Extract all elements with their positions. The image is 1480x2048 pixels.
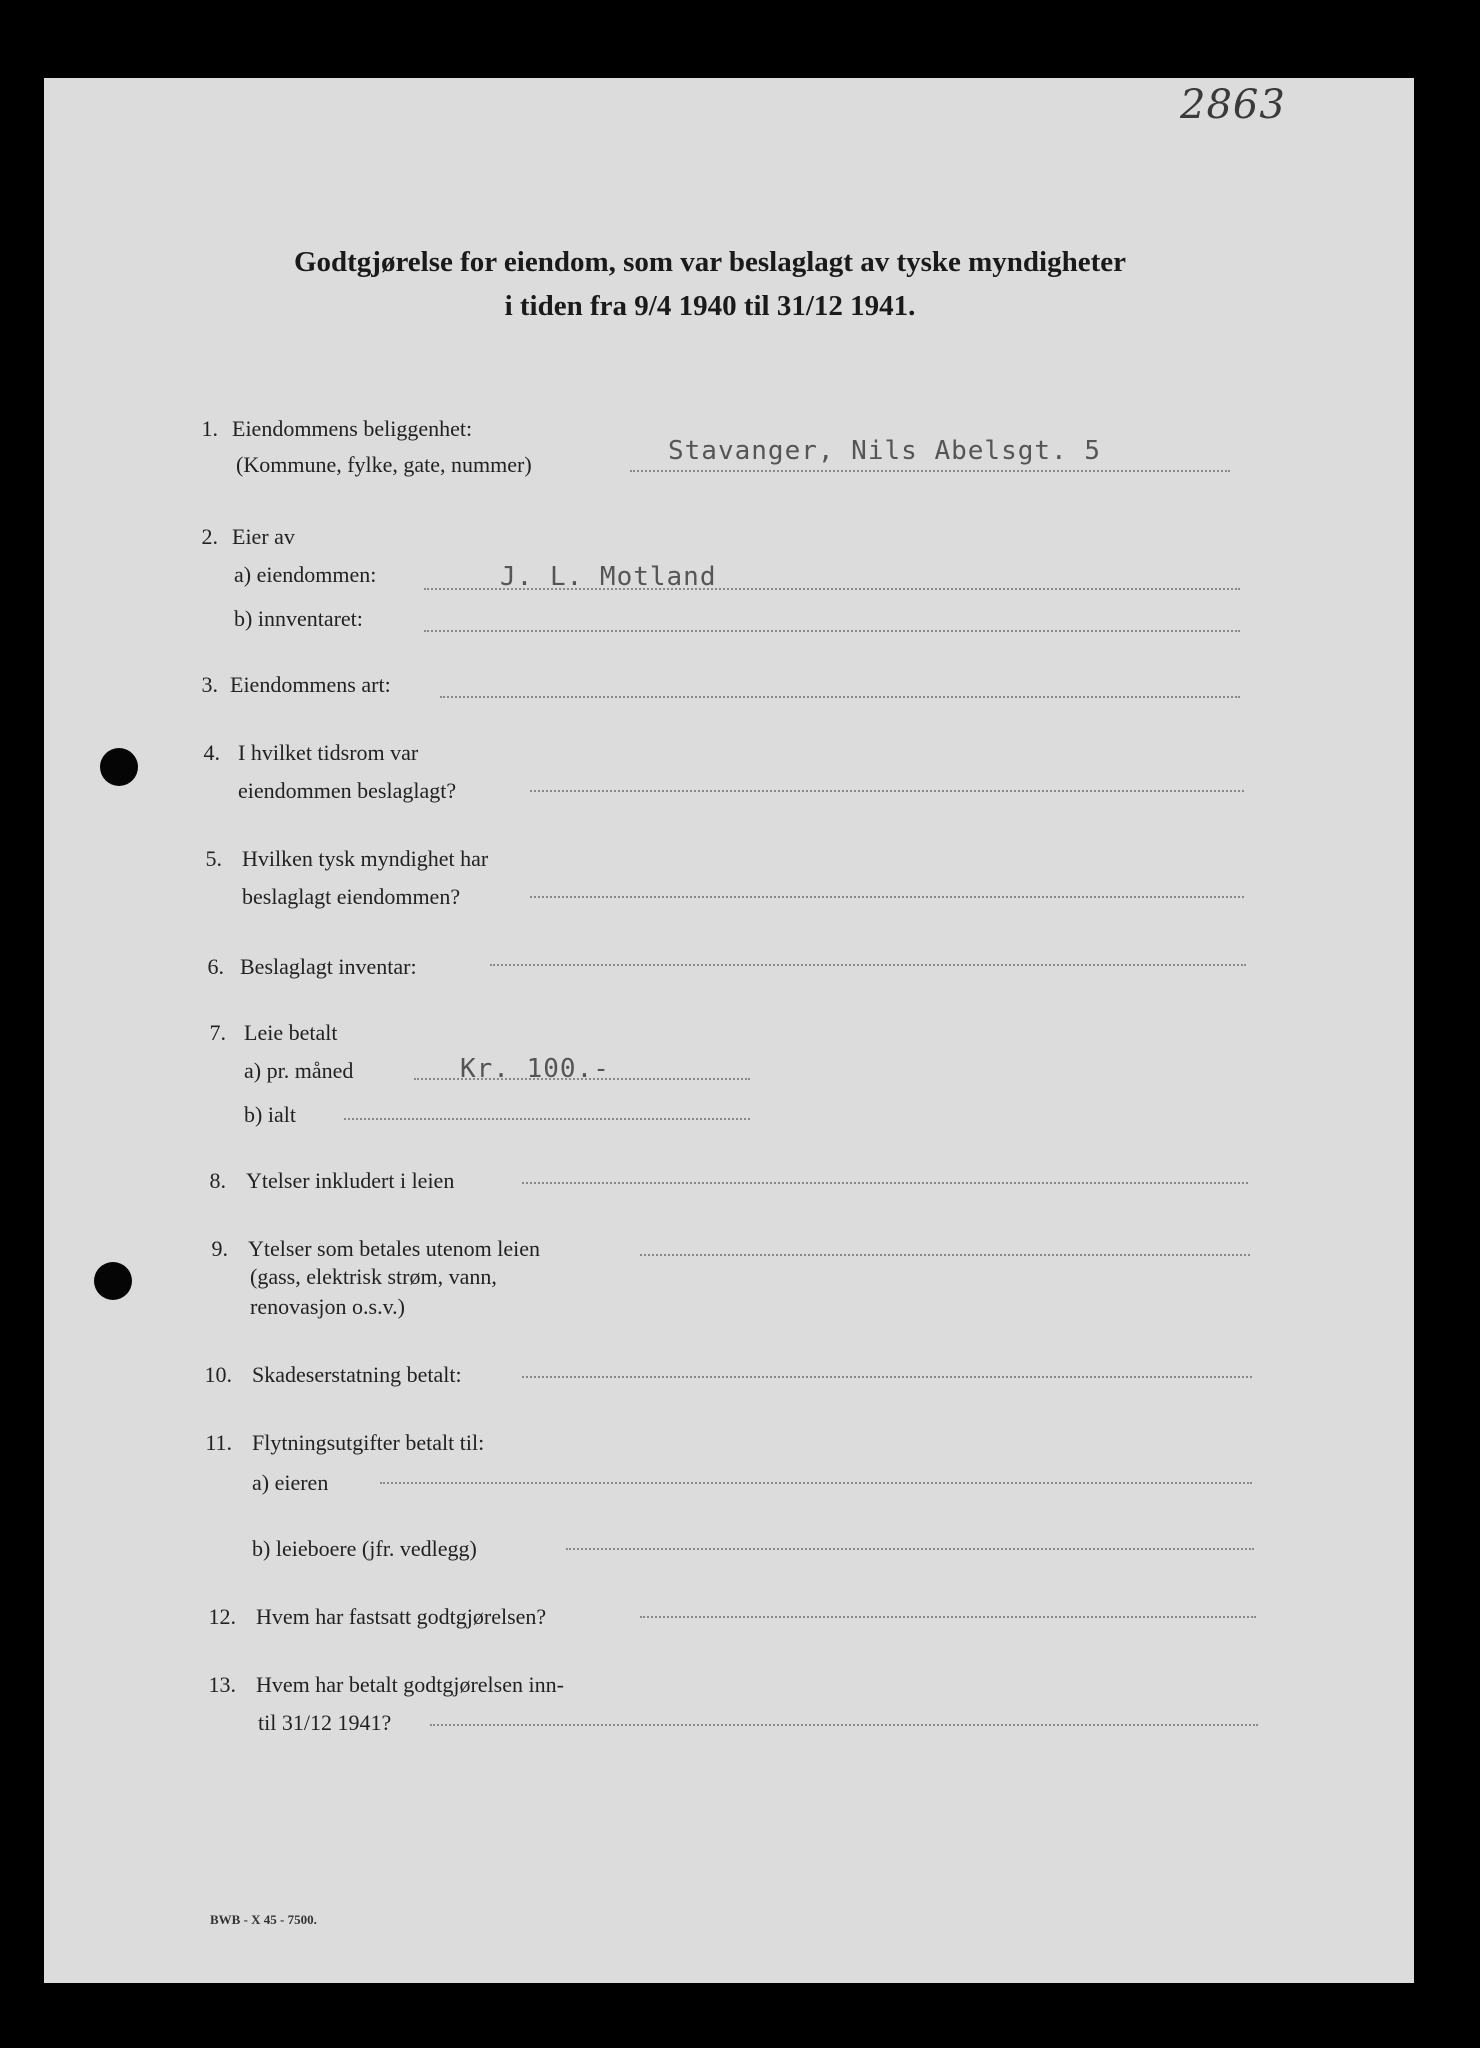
item-11-label: Flytningsutgifter betalt til: [252, 1430, 485, 1455]
item-number: 2. [201, 524, 218, 549]
item-number: 1. [201, 416, 218, 441]
item-11b-label: b) leieboere (jfr. vedlegg) [252, 1536, 477, 1561]
item-2-label: Eier av [232, 524, 295, 549]
item-9-sublabel-2: renovasjon o.s.v.) [250, 1294, 405, 1319]
item-number: 12. [208, 1604, 236, 1629]
item-11a-label: a) eieren [252, 1470, 329, 1495]
title-line-2: i tiden fra 9/4 1940 til 31/12 1941. [504, 290, 916, 322]
item-1-line [630, 470, 1230, 472]
item-number: 4. [203, 740, 220, 765]
item-number: 13. [208, 1672, 236, 1697]
item-13-label: Hvem har betalt godtgjørelsen inn- [256, 1672, 564, 1697]
archive-reference-number: 2863 [1180, 82, 1286, 128]
item-number: 5. [205, 846, 222, 871]
item-7a-answer: Kr. 100.- [460, 1054, 610, 1084]
item-9-label: Ytelser som betales utenom leien [248, 1236, 541, 1261]
item-6-label: Beslaglagt inventar: [240, 954, 417, 979]
item-7-label: Leie betalt [244, 1020, 338, 1045]
item-12-label: Hvem har fastsatt godtgjørelsen? [256, 1604, 547, 1629]
item-11b-line [566, 1548, 1254, 1550]
item-13-line [430, 1724, 1258, 1726]
item-4-line [530, 790, 1244, 792]
form-print-code: BWB - X 45 - 7500. [210, 1912, 317, 1927]
item-11a-line [380, 1482, 1252, 1484]
item-5-sublabel: beslaglagt eiendommen? [242, 884, 461, 909]
title-line-1: Godtgjørelse for eiendom, som var beslaglagt av tyske myndigheter [293, 246, 1127, 278]
item-8-line [522, 1182, 1248, 1184]
item-10-label: Skadeserstatning betalt: [252, 1362, 462, 1387]
item-1-answer: Stavanger, Nils Abelsgt. 5 [668, 436, 1101, 466]
item-2a-label: a) eiendommen: [234, 562, 377, 587]
item-3-label: Eiendommens art: [230, 672, 391, 697]
item-number: 7. [209, 1020, 226, 1045]
item-number: 10. [204, 1362, 232, 1387]
item-4-label: I hvilket tidsrom var [238, 740, 419, 765]
item-13-sublabel: til 31/12 1941? [258, 1710, 392, 1735]
item-4-sublabel: eiendommen beslaglagt? [238, 778, 457, 803]
item-2b-line [424, 630, 1240, 632]
item-5-line [530, 896, 1244, 898]
form-title [180, 240, 1240, 328]
item-number: 9. [211, 1236, 228, 1261]
item-1-sublabel: (Kommune, fylke, gate, nummer) [236, 452, 532, 477]
item-number: 6. [207, 954, 224, 979]
item-8-label: Ytelser inkludert i leien [246, 1168, 455, 1193]
item-3-line [440, 696, 1240, 698]
item-number: 11. [205, 1430, 232, 1455]
item-2b-label: b) innventaret: [234, 606, 363, 631]
item-10-line [522, 1376, 1252, 1378]
item-number: 3. [201, 672, 218, 697]
item-6-line [490, 964, 1246, 966]
item-9-sublabel: (gass, elektrisk strøm, vann, [250, 1264, 497, 1289]
item-5-label: Hvilken tysk myndighet har [242, 846, 489, 871]
punch-hole-bottom [94, 1262, 132, 1300]
item-12-line [640, 1616, 1256, 1618]
punch-hole-top [100, 748, 138, 786]
item-number: 8. [209, 1168, 226, 1193]
item-7b-label: b) ialt [244, 1102, 296, 1127]
item-2a-line [424, 588, 1240, 590]
item-1-label: Eiendommens beliggenhet: [232, 416, 473, 441]
item-7a-line [414, 1078, 750, 1080]
item-7b-line [344, 1118, 750, 1120]
item-2a-answer: J. L. Motland [500, 562, 717, 592]
item-7a-label: a) pr. måned [244, 1058, 354, 1083]
item-9-line [640, 1254, 1250, 1256]
